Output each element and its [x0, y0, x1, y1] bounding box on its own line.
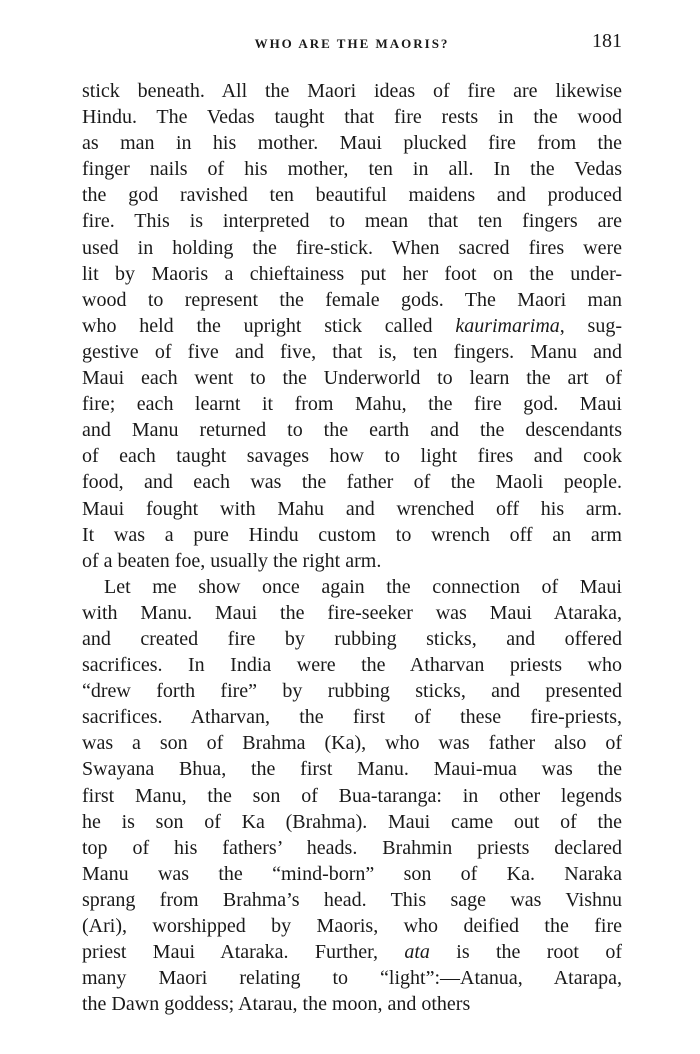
text-line: Manu was the “mind-born” son of Ka. Naraka [82, 862, 622, 885]
text-line: sprang from Brahma’s head. This sage was Vishnu [82, 888, 622, 911]
italic-term: kaurimarima [455, 314, 560, 337]
italic-term: ata [404, 941, 430, 964]
text-line: sacrifices. Atharvan, the first of these fire-priests, [82, 706, 622, 729]
text-line: Hindu. The Vedas taught that fire rests in the wood [82, 106, 622, 129]
text-line: and Manu returned to the earth and the descendants [82, 419, 622, 442]
text-line: priest Maui Ataraka. Further, ata is the root of [82, 941, 622, 964]
text-line: (Ari), worshipped by Maoris, who deified the fire [82, 915, 622, 937]
text-line: Swayana Bhua, the first Manu. Maui-mua was the [82, 758, 622, 781]
text-line: of each taught savages how to light fires and cook [82, 445, 622, 468]
running-title: WHO ARE THE MAORIS? [254, 36, 450, 51]
paragraph [82, 78, 622, 574]
text-line: and created fire by rubbing sticks, and offered [82, 627, 622, 650]
text-line: Maui each went to the Underworld to learn the art of [82, 367, 622, 390]
page-number: 181 [592, 30, 622, 52]
text-line: wood to represent the female gods. The Maori man [82, 288, 622, 311]
text-line: It was a pure Hindu custom to wrench off an arm [82, 523, 622, 546]
text-line: of a beaten foe, usually the right arm. [82, 549, 382, 572]
text-line: sacrifices. In India were the Atharvan priests who [82, 654, 622, 677]
text-line: “drew forth fire” by rubbing sticks, and presented [82, 680, 622, 703]
text-line: stick beneath. All the Maori ideas of fire are likewise [82, 80, 622, 102]
text-line: fire; each learnt it from Mahu, the fire god. Maui [82, 393, 622, 416]
page-header [82, 30, 622, 58]
paragraph [82, 574, 622, 1018]
text-line: as man in his mother. Maui plucked fire from the [82, 132, 622, 155]
text-line: the god ravished ten beautiful maidens and produced [82, 184, 622, 207]
text-line: who held the upright stick called kaurimarima, sug- [82, 314, 622, 337]
text-line: food, and each was the father of the Maoli people. [82, 471, 622, 494]
text-line: was a son of Brahma (Ka), who was father also of [82, 732, 622, 755]
text-line: Maui fought with Mahu and wrenched off his arm. [82, 497, 622, 520]
text-line: first Manu, the son of Bua-taranga: in other legends [82, 784, 622, 807]
text-line: lit by Maoris a chieftainess put her foot on the under- [82, 262, 622, 285]
text-line: finger nails of his mother, ten in all. In the Vedas [82, 158, 622, 181]
text-line: top of his fathers’ heads. Brahmin priests declared [82, 836, 622, 859]
text-line: many Maori relating to “light”:—Atanua, Atarapa, [82, 967, 622, 990]
body-text [82, 78, 622, 1017]
text-line: with Manu. Maui the fire-seeker was Maui Ataraka, [82, 601, 622, 624]
text-line: used in holding the fire-stick. When sacred fires were [82, 236, 622, 259]
text-line: Let me show once again the connection of Maui [104, 575, 622, 598]
text-line: fire. This is interpreted to mean that ten fingers are [82, 210, 622, 233]
text-line: he is son of Ka (Brahma). Maui came out of the [82, 810, 622, 833]
text-line: gestive of five and five, that is, ten fingers. Manu and [82, 340, 622, 363]
text-line: the Dawn goddess; Atarau, the moon, and others [82, 993, 471, 1016]
